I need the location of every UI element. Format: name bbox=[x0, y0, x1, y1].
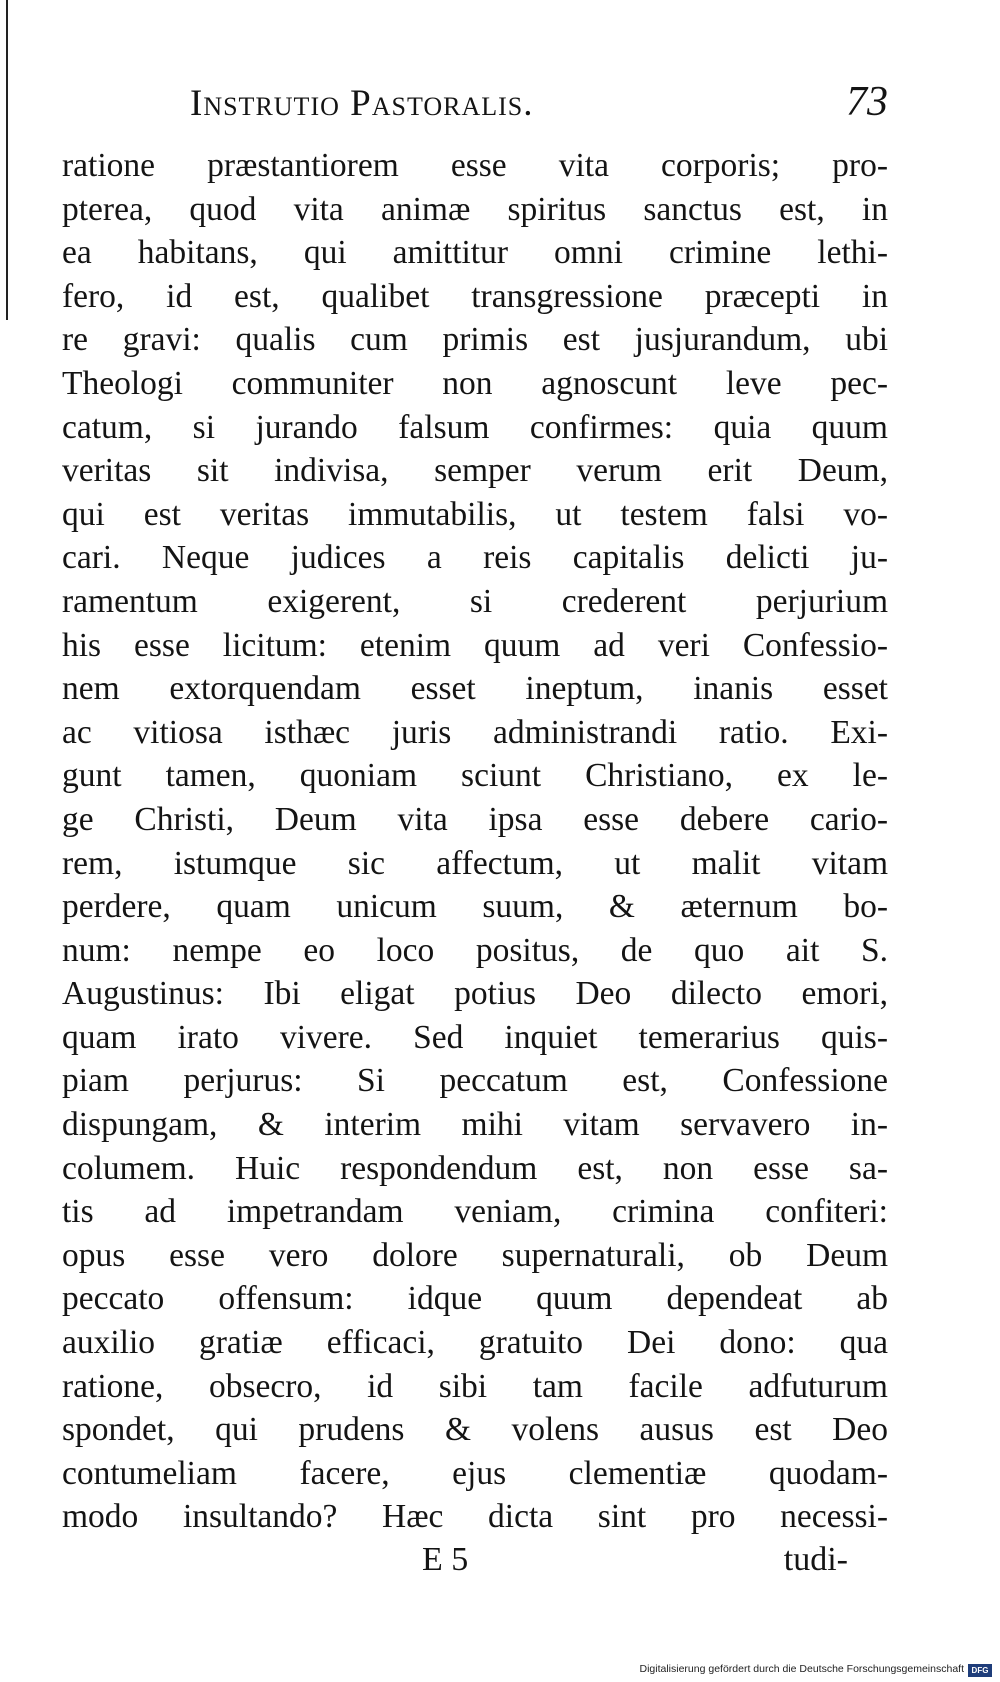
text-line: tis ad impetrandam veniam, crimina confiteri: bbox=[62, 1193, 888, 1231]
text-line: ea habitans, qui amittitur omni crimine lethi- bbox=[62, 234, 888, 272]
text-line: rem, istumque sic affectum, ut malit vitam bbox=[62, 844, 888, 882]
signature-mark: E 5 bbox=[422, 1541, 469, 1578]
text-line: cari. Neque judices a reis capitalis delicti ju- bbox=[62, 539, 888, 577]
text-line: contumeliam facere, ejus clementiæ quodam- bbox=[62, 1454, 888, 1492]
text-line: Theologi communiter non agnoscunt leve pec- bbox=[62, 364, 888, 402]
text-line: columem. Huic respondendum est, non esse sa- bbox=[62, 1149, 888, 1187]
digitization-credit: Digitalisierung gefördert durch die Deutsche Forschungsgemeinschaft bbox=[639, 1663, 964, 1675]
text-line: dispungam, & interim mihi vitam servavero in- bbox=[62, 1106, 888, 1144]
text-line: spondet, qui prudens & volens ausus est Deo bbox=[62, 1411, 888, 1449]
text-line: ratione præstantiorem esse vita corporis; pro- bbox=[62, 147, 888, 184]
book-page bbox=[62, 79, 888, 1587]
text-line: veritas sit indivisa, semper verum erit Deum, bbox=[62, 452, 888, 490]
text-line: qui est veritas immutabilis, ut testem falsi vo- bbox=[62, 495, 888, 533]
text-line: nem extorquendam esset ineptum, inanis esset bbox=[62, 670, 888, 708]
dfg-logo-icon: DFG bbox=[968, 1664, 992, 1677]
text-line: modo insultando? Hæc dicta sint pro necessi- bbox=[62, 1498, 888, 1536]
text-line: fero, id est, qualibet transgressione præcepti in bbox=[62, 277, 888, 315]
text-line: ramentum exigerent, si crederent perjurium bbox=[62, 582, 888, 620]
text-line: catum, si jurando falsum confirmes: quia quum bbox=[62, 408, 888, 446]
page-number: 73 bbox=[846, 79, 888, 125]
text-line: piam perjurus: Si peccatum est, Confessione bbox=[62, 1062, 888, 1100]
text-line: ratione, obsecro, id sibi tam facile adfuturum bbox=[62, 1367, 888, 1405]
text-line: gunt tamen, quoniam sciunt Christiano, ex le- bbox=[62, 757, 888, 795]
text-line: opus esse vero dolore supernaturali, ob Deum bbox=[62, 1236, 888, 1274]
body-text bbox=[62, 144, 888, 1539]
text-line: auxilio gratiæ efficaci, gratuito Dei dono: qua bbox=[62, 1324, 888, 1362]
page-edge-rule bbox=[6, 0, 8, 320]
page-header bbox=[62, 79, 888, 144]
text-line: ge Christi, Deum vita ipsa esse debere cario- bbox=[62, 800, 888, 838]
text-line: pterea, quod vita animæ spiritus sanctus est, in bbox=[62, 190, 888, 228]
text-line: quam irato vivere. Sed inquiet temerarius quis- bbox=[62, 1018, 888, 1056]
text-line: peccato offensum: idque quum dependeat ab bbox=[62, 1280, 888, 1318]
running-title: Instrutio Pastoralis. bbox=[190, 83, 534, 124]
text-line: ac vitiosa isthæc juris administrandi ratio. Exi- bbox=[62, 713, 888, 751]
text-line: perdere, quam unicum suum, & æternum bo- bbox=[62, 888, 888, 926]
catchword: tudi- bbox=[783, 1541, 848, 1578]
text-line: num: nempe eo loco positus, de quo ait S. bbox=[62, 931, 888, 969]
page-footer bbox=[62, 1541, 888, 1587]
text-line: Augustinus: Ibi eligat potius Deo dilecto emori, bbox=[62, 975, 888, 1013]
text-line: re gravi: qualis cum primis est jusjurandum, ubi bbox=[62, 321, 888, 359]
text-line: his esse licitum: etenim quum ad veri Confessio- bbox=[62, 626, 888, 664]
